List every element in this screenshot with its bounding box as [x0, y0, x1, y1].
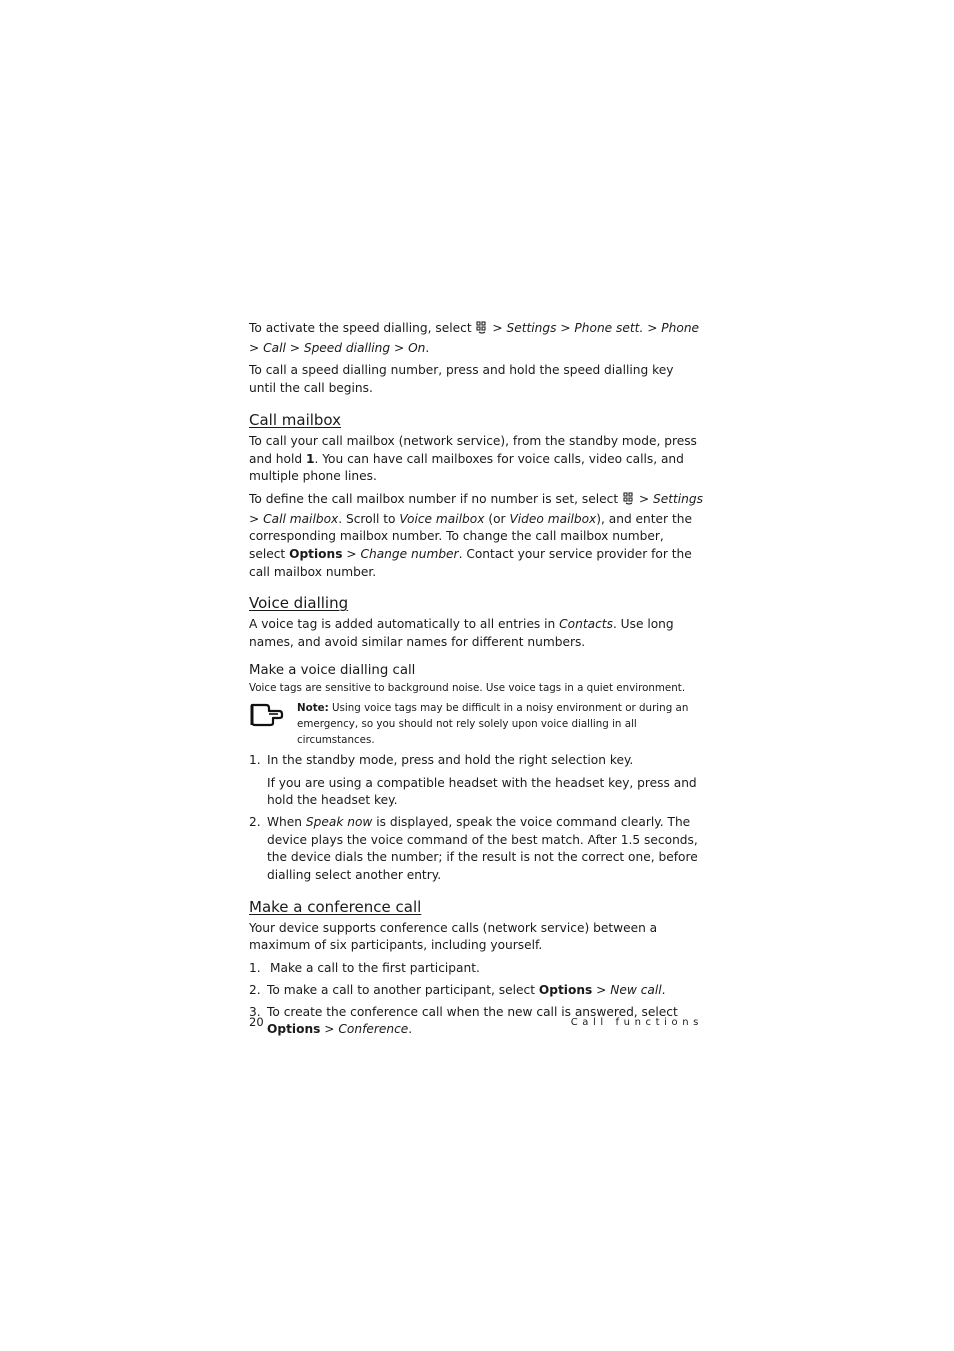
- voice-dialling-call-subheading: Make a voice dialling call: [249, 662, 416, 678]
- list-item: [249, 982, 703, 1000]
- voice-tags-info: Voice tags are sensitive to background noise. Use voice tags in a quiet environment.: [249, 681, 686, 694]
- speed-dialling-activate-paragraph: To activate the speed dialling, select > Settings > Phone sett. > Phone > Call > Speed dialling > On.: [249, 321, 700, 355]
- voice-dialling-heading: Voice dialling: [249, 594, 349, 613]
- step-text: To create the conference call when the new call is answered, select Options > Conference.: [267, 1004, 678, 1037]
- speed-dialling-call-paragraph: To call a speed dialling number, press and hold the speed dialling key until the call begins.: [249, 363, 674, 396]
- step-number: 3.: [249, 1004, 261, 1019]
- step-text: When Speak now is displayed, speak the voice command clearly. The device plays the voice command of the best match. After 1.5 seconds, the device dials the number; if the result is not the correct one, before dialling select another entry.: [267, 814, 698, 883]
- page-number: 20: [249, 1015, 264, 1029]
- document-page: [249, 320, 703, 1043]
- call-mailbox-heading: Call mailbox: [249, 410, 342, 429]
- step-number: 2.: [249, 814, 261, 829]
- step-number: 1.: [249, 752, 261, 767]
- call-mailbox-paragraph-1: To call your call mailbox (network service), from the standby mode, press and hold 1. You can have call mailboxes for voice calls, video calls, and multiple phone lines.: [249, 433, 697, 484]
- list-item: [249, 814, 703, 885]
- list-item: [249, 960, 703, 978]
- menu-key-icon: [623, 492, 634, 511]
- step-text: In the standby mode, press and hold the right selection key.: [267, 752, 634, 767]
- note-hand-icon: [249, 700, 297, 748]
- conference-call-heading: Make a conference call: [249, 897, 422, 916]
- call-mailbox-paragraph-2: To define the call mailbox number if no number is set, select > Settings > Call mailbox. Scroll to Voice mailbox (or Video mailbox), and enter the corresponding mailbox number. To change the call mailbox number, select Options > Change number. Contact your service provider for the call mailbox number.: [249, 491, 703, 579]
- list-item: [249, 752, 703, 810]
- page-footer: [249, 1014, 703, 1032]
- step-number: 2.: [249, 982, 261, 997]
- step-number: 1.: [249, 961, 261, 976]
- section-title: Call functions: [570, 1017, 703, 1028]
- conference-paragraph: Your device supports conference calls (network service) between a maximum of six participants, including yourself.: [249, 920, 658, 953]
- note-box: [249, 700, 703, 748]
- voice-dialling-paragraph: A voice tag is added automatically to all entries in Contacts. Use long names, and avoid similar names for different numbers.: [249, 617, 674, 650]
- note-text: Note: Using voice tags may be difficult in a noisy environment or during an emergency, so you should not rely solely upon voice dialling in all circumstances.: [297, 701, 689, 746]
- menu-key-icon: [476, 321, 487, 340]
- step-text: To make a call to another participant, select Options > New call.: [267, 982, 666, 997]
- voice-dialling-steps: [249, 752, 703, 885]
- step-extra-text: If you are using a compatible headset with the headset key, press and hold the headset key.: [267, 775, 697, 808]
- step-text: Make a call to the first participant.: [270, 961, 480, 976]
